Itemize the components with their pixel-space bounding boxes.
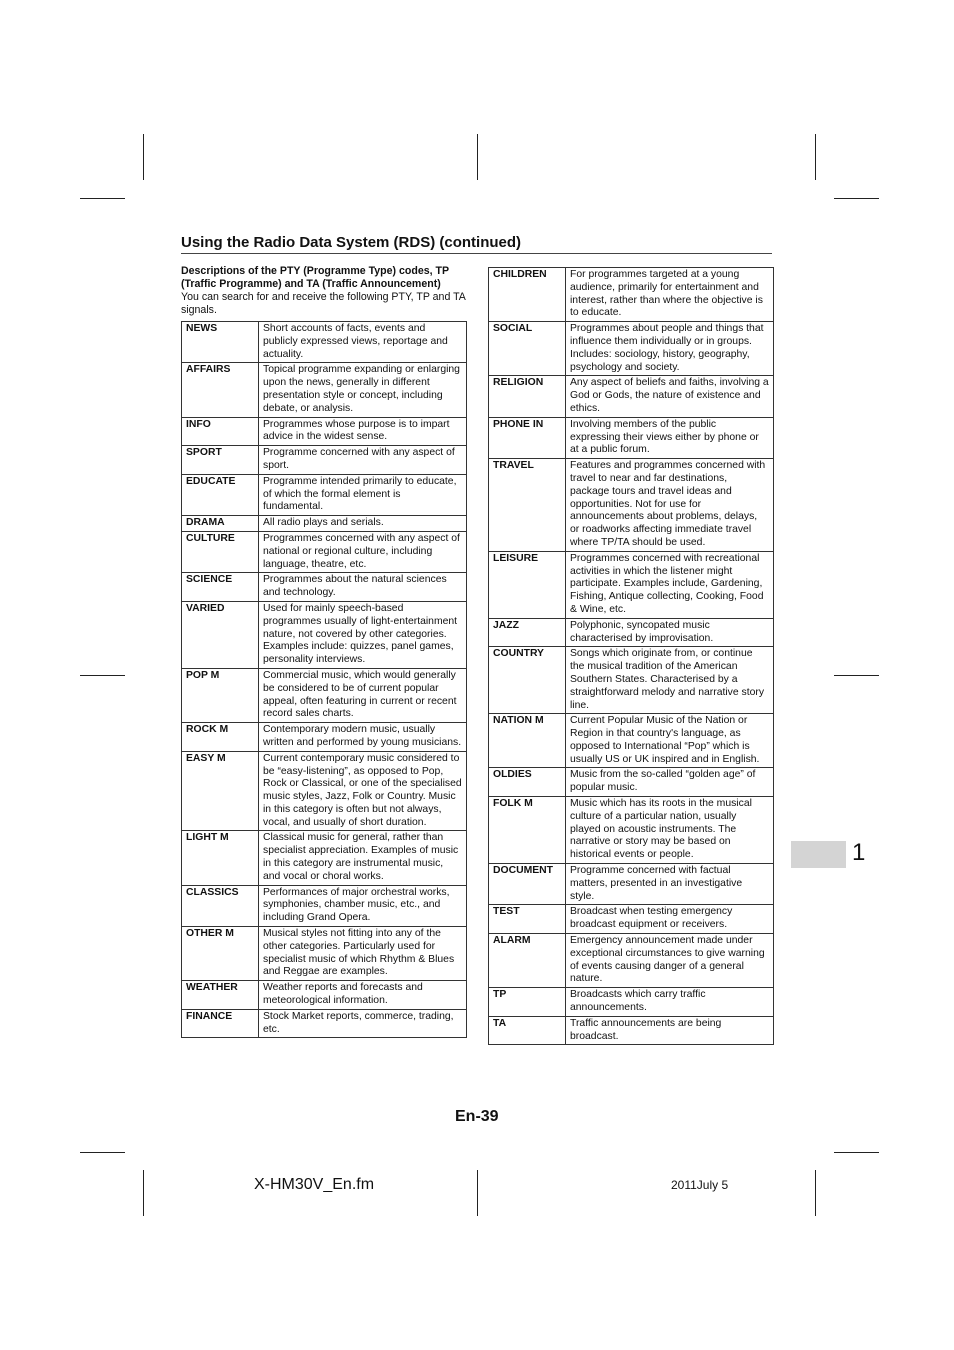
chapter-tab <box>791 841 846 868</box>
table-row <box>182 531 467 572</box>
pty-description: Short accounts of facts, events and publicly expressed views, reportage and actuality. <box>259 322 467 363</box>
pty-code: EASY M <box>182 751 259 831</box>
table-row <box>489 417 774 458</box>
table-row <box>182 516 467 532</box>
crop-mark <box>80 198 125 199</box>
pty-code: TRAVEL <box>489 459 566 552</box>
pty-description: Programmes about people and things that influence them individually or in groups. Includes: sociology, history, geography, psychology and society. <box>566 322 774 376</box>
table-row <box>182 474 467 515</box>
pty-description: For programmes targeted at a young audience, primarily for entertainment and interest, rather than where the objective is to educate. <box>566 268 774 322</box>
pty-code: ROCK M <box>182 723 259 752</box>
pty-description: Music which has its roots in the musical culture of a particular nation, usually played on acoustic instruments. The narrative or story may be based on historical events or people. <box>566 797 774 864</box>
table-row <box>489 934 774 988</box>
table-row <box>489 551 774 618</box>
pty-description: Commercial music, which would generally be considered to be of current popular appeal, often featuring in current or recent record sales charts. <box>259 668 467 722</box>
pty-description: Music from the so-called “golden age” of popular music. <box>566 768 774 797</box>
pty-description: Broadcasts which carry traffic announcements. <box>566 988 774 1017</box>
pty-code: TEST <box>489 905 566 934</box>
pty-code: LEISURE <box>489 551 566 618</box>
table-row <box>489 905 774 934</box>
pty-code: NATION M <box>489 714 566 768</box>
section-heading: Using the Radio Data System (RDS) (continued) <box>181 234 772 254</box>
crop-mark <box>477 134 478 180</box>
pty-description: Programme concerned with any aspect of sport. <box>259 446 467 475</box>
crop-mark <box>80 675 125 676</box>
table-row <box>182 668 467 722</box>
pty-code: EDUCATE <box>182 474 259 515</box>
pty-code: SPORT <box>182 446 259 475</box>
pty-code: WEATHER <box>182 981 259 1010</box>
table-row <box>182 751 467 831</box>
table-row <box>182 831 467 885</box>
pty-description: Programmes whose purpose is to impart advice in the widest sense. <box>259 417 467 446</box>
pty-description: Programmes about the natural sciences and technology. <box>259 573 467 602</box>
pty-description: Features and programmes concerned with travel to near and far destinations, package tours and travel ideas and opportunities. Not for use for announcements about problems, delays, or roadworks affecting immediate travel where TP/TA should be used. <box>566 459 774 552</box>
table-row <box>489 714 774 768</box>
intro-bold: Descriptions of the PTY (Programme Type) codes, TP (Traffic Programme) and TA (Traffic Announcement) <box>181 265 449 290</box>
pty-code: POP M <box>182 668 259 722</box>
pty-code: LIGHT M <box>182 831 259 885</box>
pty-code: CLASSICS <box>182 885 259 926</box>
pty-code: ALARM <box>489 934 566 988</box>
crop-mark <box>834 675 879 676</box>
table-row <box>182 981 467 1010</box>
footer-date: 2011July 5 <box>671 1178 729 1192</box>
crop-mark <box>477 1170 478 1216</box>
pty-code: DRAMA <box>182 516 259 532</box>
table-row <box>489 618 774 647</box>
pty-description: Polyphonic, syncopated music characterised by improvisation. <box>566 618 774 647</box>
pty-code: PHONE IN <box>489 417 566 458</box>
crop-mark <box>143 134 144 180</box>
pty-description: Current Popular Music of the Nation or Region in that country's language, as opposed to International “Pop” which is usually US or UK inspired and in English. <box>566 714 774 768</box>
pty-description: Musical styles not fitting into any of the other categories. Particularly used for specialist music of which Rhythm & Blues and Reggae are examples. <box>259 927 467 981</box>
pty-description: Weather reports and forecasts and meteorological information. <box>259 981 467 1010</box>
pty-code: JAZZ <box>489 618 566 647</box>
table-row <box>489 988 774 1017</box>
pty-description: Topical programme expanding or enlarging upon the news, generally in different presentation style or concept, including debate, or analysis. <box>259 363 467 417</box>
pty-description: Programme intended primarily to educate, of which the formal element is fundamental. <box>259 474 467 515</box>
pty-code: SCIENCE <box>182 573 259 602</box>
table-row <box>182 363 467 417</box>
intro-paragraph <box>181 265 469 317</box>
pty-description: Songs which originate from, or continue the musical tradition of the American Southern States. Characterised by a straightforward melody and narrative story line. <box>566 647 774 714</box>
intro-text: You can search for and receive the following PTY, TP and TA signals. <box>181 291 466 316</box>
pty-code: NEWS <box>182 322 259 363</box>
pty-code: RELIGION <box>489 376 566 417</box>
pty-code: FOLK M <box>489 797 566 864</box>
pty-description: Programmes concerned with recreational activities in which the listener might participate. Examples include, Gardening, Fishing, Antique collecting, Cooking, Food & Wine, etc. <box>566 551 774 618</box>
pty-table-left <box>181 321 467 1038</box>
pty-description: Used for mainly speech-based programmes usually of light-entertainment nature, not covered by other categories. Examples include: quizzes, panel games, personality interviews. <box>259 601 467 668</box>
pty-description: Stock Market reports, commerce, trading, etc. <box>259 1009 467 1038</box>
table-row <box>489 376 774 417</box>
crop-mark <box>80 1152 125 1153</box>
table-row <box>489 1016 774 1045</box>
page-number: En-39 <box>455 1108 499 1125</box>
table-row <box>489 768 774 797</box>
table-row <box>182 417 467 446</box>
pty-description: Emergency announcement made under exceptional circumstances to give warning of events causing danger of a general nature. <box>566 934 774 988</box>
table-row <box>489 268 774 322</box>
crop-mark <box>815 134 816 180</box>
footer-filename: X-HM30V_En.fm <box>254 1176 375 1193</box>
table-row <box>182 1009 467 1038</box>
table-row <box>182 885 467 926</box>
pty-code: CULTURE <box>182 531 259 572</box>
pty-description: Programme concerned with factual matters, presented in an investigative style. <box>566 864 774 905</box>
pty-description: Any aspect of beliefs and faiths, involving a God or Gods, the nature of existence and ethics. <box>566 376 774 417</box>
table-row <box>489 322 774 376</box>
pty-code: INFO <box>182 417 259 446</box>
pty-code: AFFAIRS <box>182 363 259 417</box>
pty-description: Performances of major orchestral works, symphonies, chamber music, etc., and including Grand Opera. <box>259 885 467 926</box>
table-row <box>489 459 774 552</box>
pty-description: Involving members of the public expressing their views either by phone or at a public forum. <box>566 417 774 458</box>
table-row <box>182 601 467 668</box>
crop-mark <box>143 1170 144 1216</box>
pty-code: CHILDREN <box>489 268 566 322</box>
pty-description: Broadcast when testing emergency broadcast equipment or receivers. <box>566 905 774 934</box>
pty-code: OLDIES <box>489 768 566 797</box>
table-row <box>489 647 774 714</box>
chapter-tab-number: 1 <box>852 839 866 866</box>
pty-description: Programmes concerned with any aspect of national or regional culture, including language, theatre, etc. <box>259 531 467 572</box>
pty-description: Current contemporary music considered to be “easy-listening”, as opposed to Pop, Rock or Classical, or one of the specialised music styles, Jazz, Folk or Country. Music in this category is often but not always, vocal, and usually of short duration. <box>259 751 467 831</box>
table-row <box>182 927 467 981</box>
pty-code: COUNTRY <box>489 647 566 714</box>
pty-code: VARIED <box>182 601 259 668</box>
pty-description: Classical music for general, rather than specialist appreciation. Examples of music in this category are instrumental music, and vocal or choral works. <box>259 831 467 885</box>
pty-table-right <box>488 267 774 1045</box>
table-row <box>182 573 467 602</box>
table-row <box>182 322 467 363</box>
table-row <box>182 723 467 752</box>
crop-mark <box>815 1170 816 1216</box>
pty-code: TP <box>489 988 566 1017</box>
crop-mark <box>834 1152 879 1153</box>
pty-code: OTHER M <box>182 927 259 981</box>
pty-code: SOCIAL <box>489 322 566 376</box>
table-row <box>489 864 774 905</box>
pty-description: Contemporary modern music, usually written and performed by young musicians. <box>259 723 467 752</box>
pty-code: TA <box>489 1016 566 1045</box>
pty-description: Traffic announcements are being broadcast. <box>566 1016 774 1045</box>
pty-code: FINANCE <box>182 1009 259 1038</box>
table-row <box>182 446 467 475</box>
crop-mark <box>834 198 879 199</box>
pty-description: All radio plays and serials. <box>259 516 467 532</box>
pty-code: DOCUMENT <box>489 864 566 905</box>
table-row <box>489 797 774 864</box>
